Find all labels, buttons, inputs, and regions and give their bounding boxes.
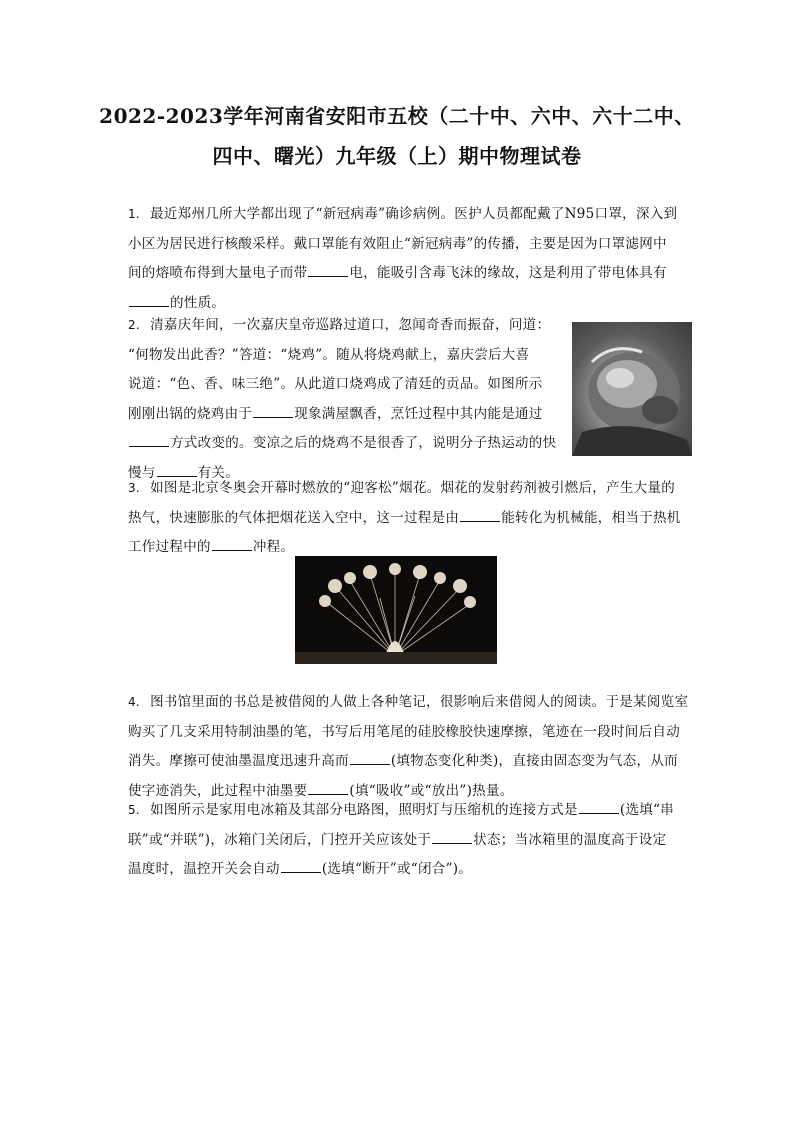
question-text: 清嘉庆年间，一次嘉庆皇帝巡路过道口，忽闻奇香而振奋，问道：	[150, 317, 551, 333]
answer-blank[interactable]	[579, 801, 619, 814]
answer-blank[interactable]	[308, 782, 348, 795]
answer-blank[interactable]	[460, 509, 500, 522]
question-text: 电，能吸引含毒飞沫的缘故，这是利用了带电体具有	[349, 265, 667, 281]
question-text: 说道：“色、香、味三绝”。从此道口烧鸡成了清廷的贡品。如图所示	[128, 376, 543, 392]
page-title-line1: 2022-2023学年河南省安阳市五校（二十中、六中、六十二中、	[99, 104, 695, 128]
question-text: 工作过程中的	[128, 539, 211, 555]
fireworks-image	[295, 556, 497, 664]
answer-blank[interactable]	[350, 752, 390, 765]
question-text: 能转化为机械能，相当于热机	[501, 509, 681, 526]
question-1	[128, 200, 694, 318]
question-text: 使字迹消失，此过程中油墨要	[128, 782, 308, 799]
question-text: 现象满屋飘香，烹饪过程中其内能是通过	[294, 405, 543, 422]
answer-blank[interactable]	[281, 860, 321, 873]
question-text: 冲程。	[252, 539, 295, 555]
question-number: 3.	[128, 481, 141, 495]
answer-blank[interactable]	[308, 264, 348, 277]
question-text: (填物态变化种类)，直接由固态变为气态，从而	[390, 753, 678, 769]
answer-blank[interactable]	[129, 434, 169, 447]
question-text: (填“吸收”或“放出”)热量。	[349, 782, 514, 799]
question-text: 的性质。	[170, 294, 226, 311]
question-text: 热气，快速膨胀的气体把烟花送入空中，这一过程是由	[128, 509, 460, 526]
question-text: “何物发出此香？”答道：“烧鸡”。随从将烧鸡献上，嘉庆尝后大喜	[128, 346, 530, 363]
question-text: 刚刚出锅的烧鸡由于	[128, 405, 253, 422]
question-text: 购买了几支采用特制油墨的笔，书写后用笔尾的硅胶橡胶快速摩擦，笔迹在一段时间后自动	[128, 723, 680, 740]
question-text: 状态；当冰箱里的温度高于设定	[473, 831, 667, 848]
question-number: 5.	[128, 803, 141, 817]
roast-chicken-illustration	[572, 322, 692, 456]
question-number: 2.	[128, 318, 141, 332]
question-text: 温度时，温控开关会自动	[128, 861, 280, 877]
question-number: 1.	[128, 207, 141, 221]
question-text: 方式改变的。变凉之后的烧鸡不是很香了，说明分子热运动的快	[170, 435, 557, 451]
question-number: 4.	[128, 695, 141, 709]
roast-chicken-image	[572, 322, 692, 456]
question-text: 间的熔喷布得到大量电子而带	[128, 265, 308, 281]
question-text: (选填“串	[619, 802, 675, 818]
question-3	[128, 474, 694, 563]
answer-blank[interactable]	[212, 538, 252, 551]
question-text: 联”或“并联”)，冰箱门关闭后，门控开关应该处于	[128, 831, 432, 848]
question-5	[128, 796, 694, 885]
answer-blank[interactable]	[129, 294, 169, 307]
question-text: 如图是北京冬奥会开幕时燃放的“迎客松”烟花。烟花的发射药剂被引燃后，产生大量的	[150, 480, 676, 496]
question-text: 有关。	[197, 464, 240, 481]
welcome-pine-fireworks-illustration	[295, 556, 497, 664]
question-text: 如图所示是家用电冰箱及其部分电路图，照明灯与压缩机的连接方式是	[150, 802, 578, 818]
question-text: 消失。摩擦可使油墨温度迅速升高而	[128, 753, 349, 769]
answer-blank[interactable]	[432, 831, 472, 844]
question-text: 慢与	[128, 464, 156, 481]
question-2	[128, 311, 568, 488]
answer-blank[interactable]	[253, 405, 293, 418]
question-text: 最近郑州几所大学都出现了“新冠病毒”确诊病例。医护人员都配戴了N95口罩，深入到	[150, 206, 678, 222]
question-text: (选填“断开”或“闭合”)。	[321, 861, 473, 877]
question-text: 小区为居民进行核酸采样。戴口罩能有效阻止“新冠病毒”的传播，主要是因为口罩滤网中	[128, 235, 667, 252]
question-text: 图书馆里面的书总是被借阅的人做上各种笔记，很影响后来借阅人的阅读。于是某阅览室	[150, 694, 689, 710]
question-4	[128, 688, 694, 806]
page-title-line2: 四中、曙光）九年级（上）期中物理试卷	[212, 144, 582, 168]
